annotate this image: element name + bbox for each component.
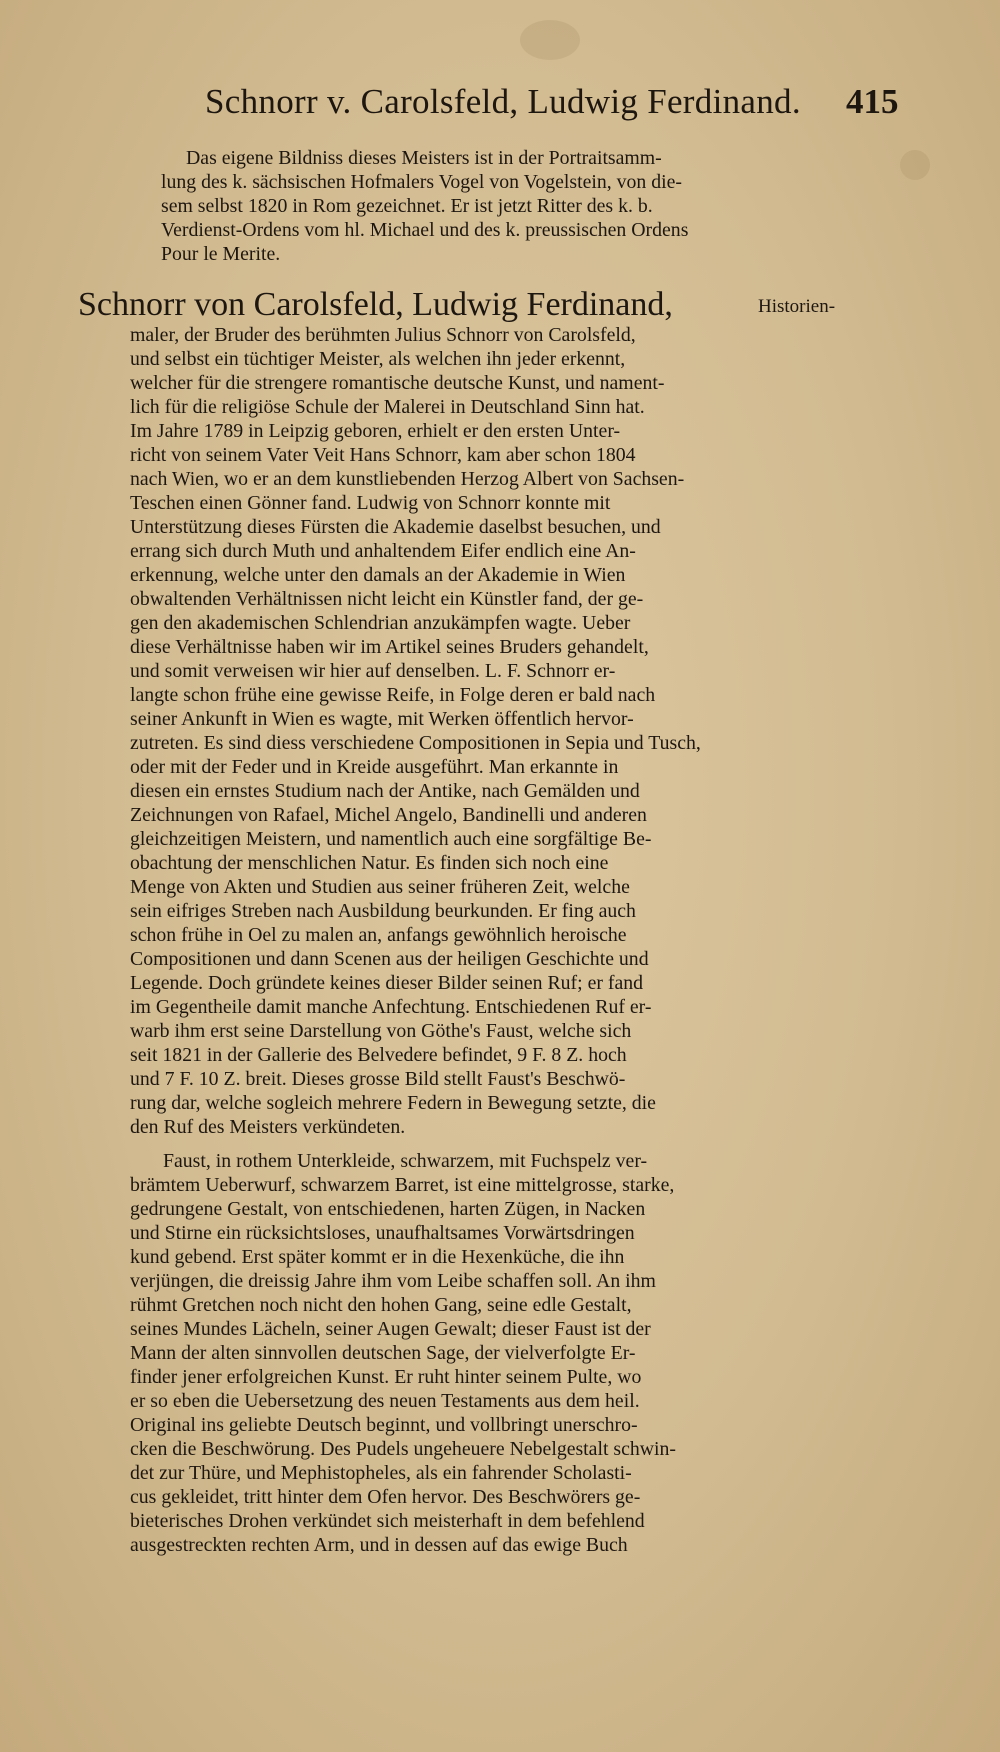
text-line: erkennung, welche unter den damals an der Akademie in Wien	[130, 564, 626, 586]
text-line: rung dar, welche sogleich mehrere Federn in Bewegung setzte, die	[130, 1092, 656, 1114]
text-line: Teschen einen Gönner fand. Ludwig von Schnorr konnte mit	[130, 492, 611, 514]
paper-stain	[900, 150, 930, 180]
text-line: Faust, in rothem Unterkleide, schwarzem, mit Fuchspelz ver-	[163, 1150, 648, 1172]
text-line: langte schon frühe eine gewisse Reife, in Folge deren er bald nach	[130, 684, 656, 706]
text-line: brämtem Ueberwurf, schwarzem Barret, ist eine mittelgrosse, starke,	[130, 1174, 675, 1196]
text-line: gleichzeitigen Meistern, und namentlich auch eine sorgfältige Be-	[130, 828, 652, 850]
text-line: welcher für die strengere romantische deutsche Kunst, und nament-	[130, 372, 665, 394]
text-line: den Ruf des Meisters verkündeten.	[130, 1116, 406, 1138]
text-line: errang sich durch Muth und anhaltendem Eifer endlich eine An-	[130, 540, 636, 562]
text-line: obachtung der menschlichen Natur. Es finden sich noch eine	[130, 852, 609, 874]
text-line: lung des k. sächsischen Hofmalers Vogel von Vogelstein, von die-	[161, 171, 683, 193]
entry-first-line-tail: Historien-	[758, 296, 836, 317]
text-line: richt von seinem Vater Veit Hans Schnorr, kam aber schon 1804	[130, 444, 636, 466]
text-line: sein eifriges Streben nach Ausbildung beurkunden. Er fing auch	[130, 900, 636, 922]
text-line: det zur Thüre, und Mephistopheles, als ein fahrender Scholasti-	[130, 1462, 632, 1484]
text-line: Unterstützung dieses Fürsten die Akademie daselbst besuchen, und	[130, 516, 661, 538]
text-line: er so eben die Uebersetzung des neuen Testaments aus dem heil.	[130, 1390, 640, 1412]
text-line: Original ins geliebte Deutsch beginnt, und vollbringt unerschro-	[130, 1414, 638, 1436]
paper-stain	[520, 20, 580, 60]
text-line: rühmt Gretchen noch nicht den hohen Gang, seine edle Gestalt,	[130, 1294, 632, 1316]
text-line: Zeichnungen von Rafael, Michel Angelo, Bandinelli und anderen	[130, 804, 647, 826]
text-line: Compositionen und dann Scenen aus der heiligen Geschichte und	[130, 948, 649, 970]
text-line: seit 1821 in der Gallerie des Belvedere befindet, 9 F. 8 Z. hoch	[130, 1044, 627, 1066]
running-head: Schnorr v. Carolsfeld, Ludwig Ferdinand.	[205, 82, 801, 121]
text-line: obwaltenden Verhältnissen nicht leicht ein Künstler fand, der ge-	[130, 588, 644, 610]
text-line: ausgestreckten rechten Arm, und in dessen auf das ewige Buch	[130, 1534, 628, 1556]
text-line: sem selbst 1820 in Rom gezeichnet. Er ist jetzt Ritter des k. b.	[161, 195, 653, 217]
text-line: schon frühe in Oel zu malen an, anfangs gewöhnlich heroische	[130, 924, 627, 946]
text-line: diesen ein ernstes Studium nach der Antike, nach Gemälden und	[130, 780, 640, 802]
text-line: verjüngen, die dreissig Jahre ihm vom Leibe schaffen soll. An ihm	[130, 1270, 656, 1292]
text-line: und somit verweisen wir hier auf denselben. L. F. Schnorr er-	[130, 660, 616, 682]
page-header	[0, 82, 1000, 132]
text-line: cken die Beschwörung. Des Pudels ungeheuere Nebelgestalt schwin-	[130, 1438, 677, 1460]
text-line: Mann der alten sinnvollen deutschen Sage, der vielverfolgte Er-	[130, 1342, 636, 1364]
text-line: Pour le Merite.	[161, 243, 281, 265]
text-line: im Gegentheile damit manche Anfechtung. Entschiedenen Ruf er-	[130, 996, 652, 1018]
text-line: finder jener erfolgreichen Kunst. Er ruht hinter seinem Pulte, wo	[130, 1366, 642, 1388]
text-line: Das eigene Bildniss dieses Meisters ist in der Portraitsamm-	[186, 147, 662, 169]
text-line: und Stirne ein rücksichtsloses, unaufhaltsames Vorwärtsdringen	[130, 1222, 635, 1244]
text-line: maler, der Bruder des berühmten Julius Schnorr von Carolsfeld,	[130, 324, 636, 346]
entry-headword: Schnorr von Carolsfeld, Ludwig Ferdinand,	[78, 286, 673, 323]
text-line: gedrungene Gestalt, von entschiedenen, harten Zügen, in Nacken	[130, 1198, 646, 1220]
text-line: seines Mundes Lächeln, seiner Augen Gewalt; dieser Faust ist der	[130, 1318, 651, 1340]
text-line: kund gebend. Erst später kommt er in die Hexenküche, die ihn	[130, 1246, 625, 1268]
text-line: cus gekleidet, tritt hinter dem Ofen hervor. Des Beschwörers ge-	[130, 1486, 641, 1508]
text-line: lich für die religiöse Schule der Malerei in Deutschland Sinn hat.	[130, 396, 645, 418]
text-line: diese Verhältnisse haben wir im Artikel seines Bruders gehandelt,	[130, 636, 649, 658]
page-number: 415	[846, 82, 899, 121]
text-line: und selbst ein tüchtiger Meister, als welchen ihn jeder erkennt,	[130, 348, 626, 370]
text-line: oder mit der Feder und in Kreide ausgeführt. Man erkannte in	[130, 756, 619, 778]
text-line: bieterisches Drohen verkündet sich meisterhaft in dem befehlend	[130, 1510, 645, 1532]
text-line: Verdienst-Ordens vom hl. Michael und des k. preussischen Ordens	[161, 219, 689, 241]
text-line: nach Wien, wo er an dem kunstliebenden Herzog Albert von Sachsen-	[130, 468, 685, 490]
text-line: gen den akademischen Schlendrian anzukämpfen wagte. Ueber	[130, 612, 631, 634]
text-line: zutreten. Es sind diess verschiedene Compositionen in Sepia und Tusch,	[130, 732, 701, 754]
text-line: seiner Ankunft in Wien es wagte, mit Werken öffentlich hervor-	[130, 708, 634, 730]
text-line: Im Jahre 1789 in Leipzig geboren, erhielt er den ersten Unter-	[130, 420, 621, 442]
text-line: und 7 F. 10 Z. breit. Dieses grosse Bild stellt Faust's Beschwö-	[130, 1068, 626, 1090]
text-line: Legende. Doch gründete keines dieser Bilder seinen Ruf; er fand	[130, 972, 644, 994]
text-line: Menge von Akten und Studien aus seiner früheren Zeit, welche	[130, 876, 630, 898]
text-line: warb ihm erst seine Darstellung von Göthe's Faust, welche sich	[130, 1020, 632, 1042]
